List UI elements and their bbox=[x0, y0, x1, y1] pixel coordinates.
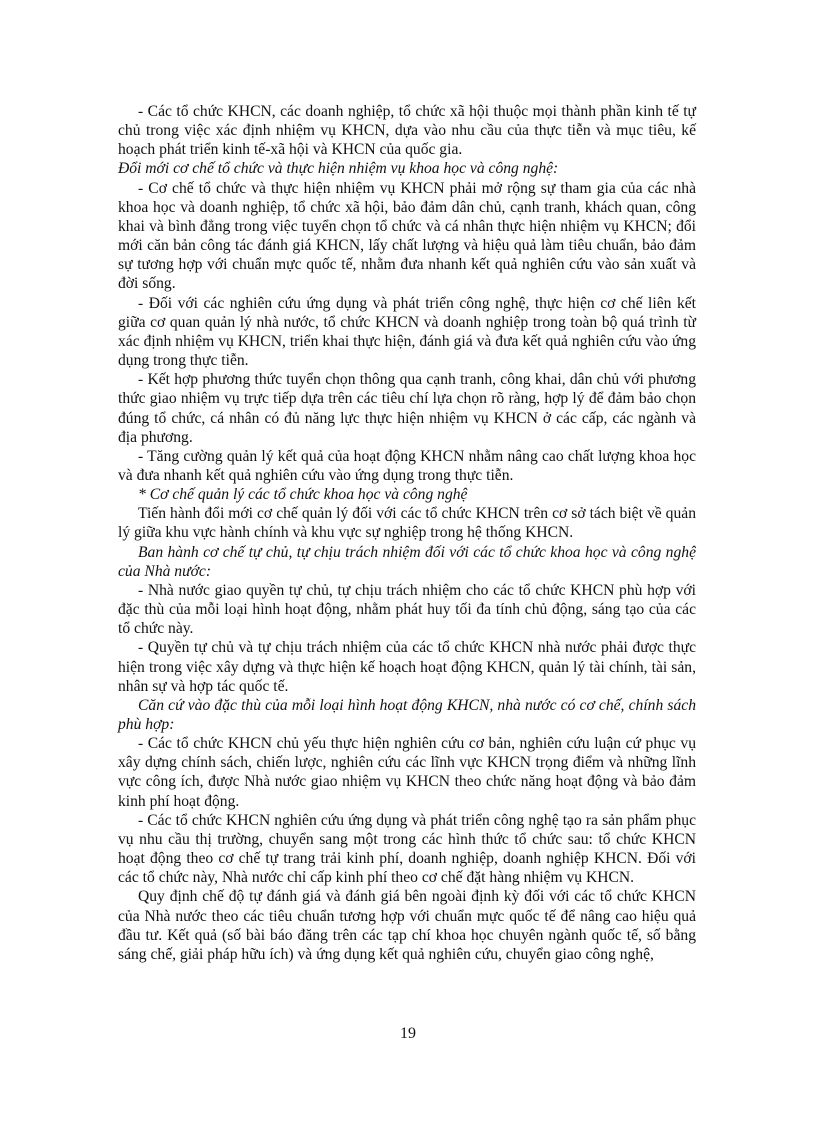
paragraph-bullet: - Kết hợp phương thức tuyển chọn thông qua cạnh tranh, công khai, dân chủ với phương thức giao nhiệm vụ trực tiếp dựa trên các tiêu chí lựa chọn rõ ràng, hợp lý để đảm bảo chọn đúng tổ chức, cá nhân có đủ năng lực thực hiện nhiệm vụ KHCN ở các cấp, các ngành và địa phương. bbox=[118, 371, 696, 446]
page-number: 19 bbox=[400, 1025, 416, 1042]
paragraph: Quy định chế độ tự đánh giá và đánh giá bên ngoài định kỳ đối với các tổ chức KHCN của Nhà nước theo các tiêu chuẩn tương hợp với chuẩn mực quốc tế để nâng cao hiệu quả đầu tư. Kết quả (số bài báo đăng trên các tạp chí khoa học chuyên ngành quốc tế, số bằng sáng chế, giải pháp hữu ích) và ứng dụng kết quả nghiên cứu, chuyển giao công nghệ, bbox=[118, 888, 696, 963]
paragraph-bullet: - Đối với các nghiên cứu ứng dụng và phát triển công nghệ, thực hiện cơ chế liên kết giữa cơ quan quản lý nhà nước, tổ chức KHCN và doanh nghiệp trong toàn bộ quá trình từ xác định nhiệm vụ KHCN, triển khai thực hiện, đánh giá và đưa kết quả nghiên cứu vào ứng dụng trong thực tiễn. bbox=[118, 294, 696, 370]
section-heading: Căn cứ vào đặc thù của mỗi loại hình hoạt động KHCN, nhà nước có cơ chế, chính sách phù hợp: bbox=[118, 696, 696, 733]
paragraph: Tiến hành đổi mới cơ chế quản lý đối với các tổ chức KHCN trên cơ sở tách biệt về quản lý giữa khu vực hành chính và khu vực sự nghiệp trong hệ thống KHCN. bbox=[118, 505, 696, 542]
body-text bbox=[118, 102, 696, 964]
paragraph-bullet: - Các tổ chức KHCN chủ yếu thực hiện nghiên cứu cơ bản, nghiên cứu luận cứ phục vụ xây dựng chính sách, chiến lược, nghiên cứu các lĩnh vực KHCN trọng điểm và những lĩnh vực công ích, được Nhà nước giao nhiệm vụ KHCN theo chức năng hoạt động và bảo đảm kinh phí hoạt động. bbox=[118, 735, 696, 810]
paragraph-bullet: - Quyền tự chủ và tự chịu trách nhiệm của các tổ chức KHCN nhà nước phải được thực hiện trong việc xây dựng và thực hiện kế hoạch hoạt động KHCN, quản lý tài chính, tài sản, nhân sự và hợp tác quốc tế. bbox=[118, 639, 696, 695]
section-heading: * Cơ chế quản lý các tổ chức khoa học và công nghệ bbox=[138, 486, 468, 504]
paragraph-bullet: - Tăng cường quản lý kết quả của hoạt động KHCN nhằm nâng cao chất lượng khoa học và đưa nhanh kết quả nghiên cứu vào ứng dụng trong thực tiễn. bbox=[118, 447, 696, 484]
section-heading: Đổi mới cơ chế tổ chức và thực hiện nhiệm vụ khoa học và công nghệ: bbox=[118, 160, 559, 178]
paragraph-bullet: - Các tổ chức KHCN nghiên cứu ứng dụng và phát triển công nghệ tạo ra sản phẩm phục vụ nhu cầu thị trường, chuyển sang một trong các hình thức tổ chức sau: tổ chức KHCN hoạt động theo cơ chế tự trang trải kinh phí, doanh nghiệp, doanh nghiệp KHCN. Đối với các tổ chức này, Nhà nước chỉ cấp kinh phí theo cơ chế đặt hàng nhiệm vụ KHCN. bbox=[118, 811, 696, 887]
section-heading: Ban hành cơ chế tự chủ, tự chịu trách nhiệm đối với các tổ chức khoa học và công nghệ của Nhà nước: bbox=[118, 543, 696, 580]
paragraph-bullet: - Nhà nước giao quyền tự chủ, tự chịu trách nhiệm cho các tổ chức KHCN phù hợp với đặc thù của mỗi loại hình hoạt động, nhằm phát huy tối đa tính chủ động, sáng tạo của các tổ chức này. bbox=[118, 581, 696, 638]
paragraph-bullet: - Cơ chế tổ chức và thực hiện nhiệm vụ KHCN phải mở rộng sự tham gia của các nhà khoa học và doanh nghiệp, tổ chức xã hội, bảo đảm dân chủ, cạnh tranh, khách quan, công khai và bình đẳng trong việc tuyển chọn tổ chức và cá nhân thực hiện nhiệm vụ KHCN; đổi mới căn bản công tác đánh giá KHCN, lấy chất lượng và hiệu quả làm tiêu chuẩn, bảo đảm sự tương hợp với chuẩn mực quốc tế, nhằm đưa nhanh kết quả nghiên cứu vào sản xuất và đời sống. bbox=[118, 179, 696, 293]
paragraph-bullet: - Các tổ chức KHCN, các doanh nghiệp, tổ chức xã hội thuộc mọi thành phần kinh tế tự chủ trong việc xác định nhiệm vụ KHCN, dựa vào nhu cầu của thực tiễn và mục tiêu, kế hoạch phát triển kinh tế-xã hội và KHCN của quốc gia. bbox=[118, 103, 696, 159]
